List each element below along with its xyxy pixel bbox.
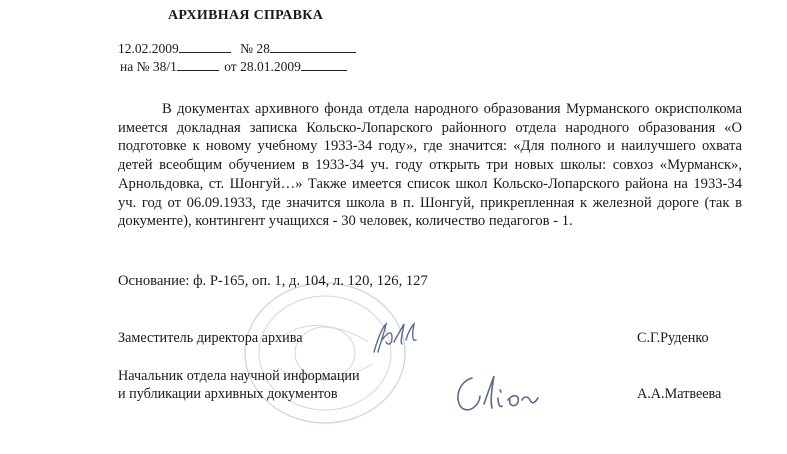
signer-2-position-line-1: Начальник отдела научной информации bbox=[118, 368, 360, 384]
signer-2-name: А.А.Матвеева bbox=[637, 386, 722, 402]
signer-1-name: С.Г.Руденко bbox=[637, 330, 709, 346]
document-date-line bbox=[118, 40, 356, 57]
document-title: АРХИВНАЯ СПРАВКА bbox=[168, 8, 324, 23]
document-date: 12.02.2009 bbox=[118, 41, 179, 56]
reference-blank-line bbox=[177, 58, 219, 71]
signer-1-handwritten-signature bbox=[368, 318, 422, 358]
signer-1-position-text: Заместитель директора архива bbox=[118, 330, 303, 346]
body-paragraph: В документах архивного фонда отдела народного образования Мурманского окрисполкома имеется докладная записка Кольско-Лопарского районного отдела народного образования «О подготовке к новому учебному 1933-34 году», где значится: «Для полного и наилучшего охвата детей всеобщим обучением в 1933-34 уч. году открыть три новых школы: совхоз «Мурманск», Арнольдовка, ст. Шонгуй…» Также имеется список школ Кольско-Лопарского района на 1933-34 уч. год от 06.09.1933, где значится школа в п. Шонгуй, прикрепленная к железной дороге (так в документе), контингент учащихся - 30 человек, количество педагогов - 1. bbox=[118, 101, 742, 230]
document-body bbox=[118, 100, 742, 231]
reference-date-blank-line bbox=[301, 58, 347, 71]
document-reference-line bbox=[120, 58, 347, 75]
document-number: № 28 bbox=[240, 41, 270, 56]
signer-1-position bbox=[118, 329, 303, 347]
document-basis: Основание: ф. Р-165, оп. 1, д. 104, л. 120, 126, 127 bbox=[118, 273, 428, 289]
reference-number: на № 38/1 bbox=[120, 59, 177, 74]
date-blank-line bbox=[179, 40, 231, 53]
reference-date: от 28.01.2009 bbox=[224, 59, 301, 74]
signer-2-position bbox=[118, 367, 360, 403]
signer-2-handwritten-signature bbox=[450, 370, 542, 416]
signer-2-position-line-2: и публикации архивных документов bbox=[118, 386, 338, 402]
number-blank-line bbox=[270, 40, 356, 53]
